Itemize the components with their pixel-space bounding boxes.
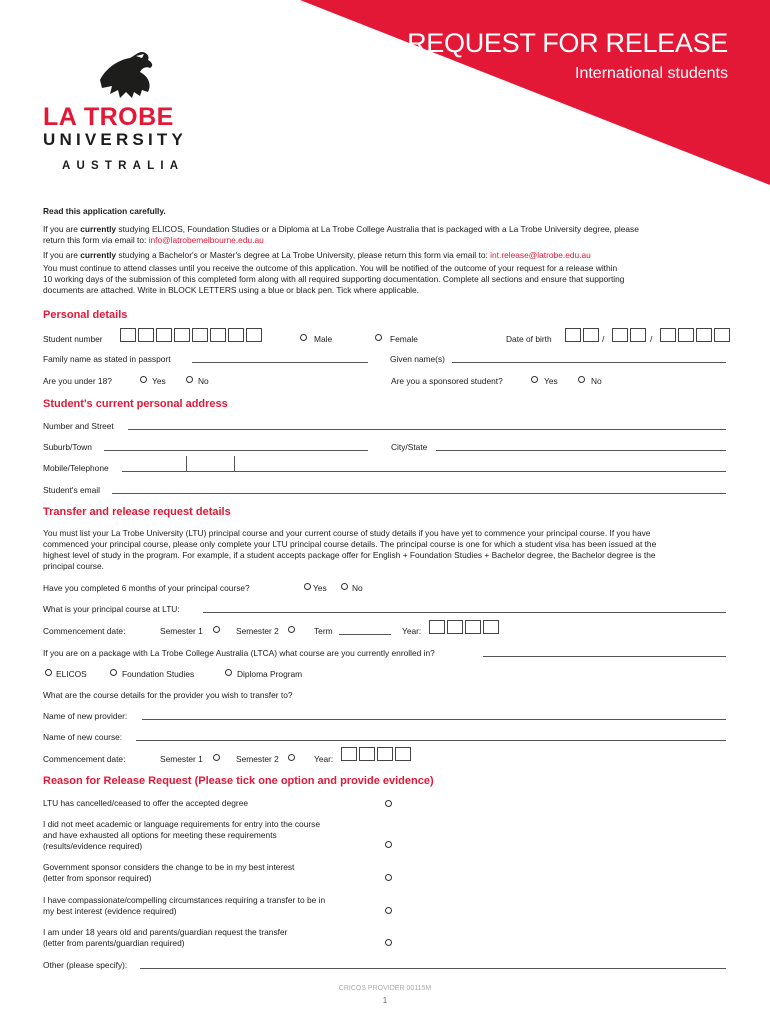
mobile-label: Mobile/Telephone [43, 463, 109, 473]
foundation-radio[interactable] [110, 669, 117, 676]
city-label: City/State [391, 442, 428, 452]
commencement-label-2: Commencement date: [43, 754, 126, 764]
completed6-yes-radio[interactable] [304, 583, 311, 590]
reason-1: LTU has cancelled/ceased to offer the accepted degree [43, 798, 249, 808]
suburb-field[interactable] [104, 450, 368, 451]
sponsored-label: Are you a sponsored student? [391, 376, 503, 386]
street-field[interactable] [128, 429, 726, 430]
diploma-label: Diploma Program [237, 669, 303, 679]
completed6-yes-label: Yes [313, 583, 327, 593]
sem1-radio-1[interactable] [213, 626, 220, 633]
dob-year-boxes[interactable] [660, 328, 732, 342]
page-subtitle: International students [575, 65, 728, 82]
sem2-radio-1[interactable] [288, 626, 295, 633]
student-number-boxes[interactable] [120, 328, 264, 342]
email-field[interactable] [112, 493, 726, 494]
intro-p2: If you are currently studying a Bachelor's or Master's degree at La Trobe University, please return this form via email to: int.release@latrobe.edu.au [43, 250, 591, 260]
new-course-label: Name of new course: [43, 732, 123, 742]
reason-4-radio[interactable] [385, 907, 392, 914]
sponsored-yes-label: Yes [544, 376, 558, 386]
reason-2-l2: and have exhausted all options for meeting these requirements [43, 830, 277, 840]
reason-2-radio[interactable] [385, 841, 392, 848]
reason-5-radio[interactable] [385, 939, 392, 946]
term-label: Term [314, 626, 333, 636]
family-name-label: Family name as stated in passport [43, 354, 171, 364]
dob-month-boxes[interactable] [612, 328, 648, 342]
reason-3-radio[interactable] [385, 874, 392, 881]
dob-label: Date of birth [506, 334, 552, 344]
sem2-radio-2[interactable] [288, 754, 295, 761]
principal-ltu-label: What is your principal course at LTU: [43, 604, 180, 614]
reason-2-l3: (results/evidence required) [43, 841, 143, 851]
principal-ltu-field[interactable] [203, 612, 726, 613]
reason-5-l1: I am under 18 years old and parents/guardian request the transfer [43, 927, 288, 937]
foundation-label: Foundation Studies [122, 669, 195, 679]
male-radio[interactable] [300, 334, 307, 341]
latrobe-college-email-link[interactable]: info@latrobemelbourne.edu.au [148, 235, 264, 245]
suburb-label: Suburb/Town [43, 442, 92, 452]
sem1-label-2: Semester 1 [160, 754, 203, 764]
completed6-label: Have you completed 6 months of your principal course? [43, 583, 250, 593]
sem1-label-1: Semester 1 [160, 626, 203, 636]
reason-3-l2: (letter from sponsor required) [43, 873, 152, 883]
intro-p1-line2: return this form via email to: info@latrobemelbourne.edu.au [43, 235, 264, 245]
under18-label: Are you under 18? [43, 376, 112, 386]
other-field[interactable] [140, 968, 726, 969]
intro-heading: Read this application carefully. [43, 206, 166, 216]
given-names-field[interactable] [452, 362, 726, 363]
transfer-p-l3: highest level of study in the program. For example, if a student accepts package offer for English + Foundation Studies + Bachelor degree, the Bachelor degree is the [43, 550, 656, 560]
family-name-field[interactable] [192, 362, 368, 363]
mobile-divider-2 [234, 456, 235, 471]
intro-p1: If you are currently studying ELICOS, Foundation Studies or a Diploma at La Trobe College Australia that is packaged with a La Trobe University degree, please [43, 224, 639, 234]
transfer-p-l1: You must list your La Trobe University (LTU) principal course and your current course of study details if you have yet to commence your principal course. If you have [43, 528, 651, 538]
city-field[interactable] [436, 450, 726, 451]
reason-2-l1: I did not meet academic or language requirements for entry into the course [43, 819, 320, 829]
sponsored-no-label: No [591, 376, 602, 386]
dob-slash-2: / [650, 334, 653, 344]
reason-3-l1: Government sponsor considers the change to be in my best interest [43, 862, 295, 872]
elicos-label: ELICOS [56, 669, 87, 679]
commencement-label-1: Commencement date: [43, 626, 126, 636]
page-number: 1 [382, 996, 388, 1005]
package-field[interactable] [483, 656, 726, 657]
diploma-radio[interactable] [225, 669, 232, 676]
reason-1-radio[interactable] [385, 800, 392, 807]
page-title: REQUEST FOR RELEASE [407, 28, 728, 58]
reason-5-l2: (letter from parents/guardian required) [43, 938, 185, 948]
intro-p3-l3: documents are attached. Write in BLOCK LETTERS using a blue or black pen. Tick where applicable. [43, 285, 419, 295]
mobile-field[interactable] [122, 471, 726, 472]
new-provider-label: Name of new provider: [43, 711, 128, 721]
brand-university: UNIVERSITY [43, 130, 188, 149]
new-provider-field[interactable] [142, 719, 726, 720]
student-number-label: Student number [43, 334, 103, 344]
reason-4-l1: I have compassionate/compelling circumstances requiring a transfer to be in [43, 895, 326, 905]
male-label: Male [314, 334, 333, 344]
intro-p3-l2: 10 working days of the submission of this completed form along with all required supporting documentation. Complete all sections and ensure that supporting [43, 274, 625, 284]
year-boxes-1[interactable] [429, 620, 501, 634]
reason-heading: Reason for Release Request (Please tick one option and provide evidence) [43, 775, 434, 787]
sem1-radio-2[interactable] [213, 754, 220, 761]
brand-australia: AUSTRALIA [62, 160, 185, 172]
street-label: Number and Street [43, 421, 114, 431]
email-label: Student's email [43, 485, 100, 495]
year-boxes-2[interactable] [341, 747, 413, 761]
package-question: If you are on a package with La Trobe College Australia (LTCA) what course are you currently enrolled in? [43, 648, 435, 658]
transfer-p-l2: commenced your principal course, please only complete your LTU principal course details. The principal course is one for which a student visa has been issued at the [43, 539, 657, 549]
personal-details-heading: Personal details [43, 309, 128, 321]
term-field[interactable] [339, 634, 391, 635]
sem2-label-2: Semester 2 [236, 754, 279, 764]
eagle-logo-icon [92, 50, 162, 102]
mobile-divider-1 [186, 456, 187, 471]
under18-yes-radio[interactable] [140, 376, 147, 383]
reason-4-l2: my best interest (evidence required) [43, 906, 177, 916]
completed6-no-label: No [352, 583, 363, 593]
int-release-email-link[interactable]: int.release@latrobe.edu.au [490, 250, 591, 260]
sponsored-no-radio[interactable] [578, 376, 585, 383]
new-course-field[interactable] [136, 740, 726, 741]
cricos-code: CRICOS PROVIDER 00115M [338, 985, 432, 992]
dob-slash-1: / [602, 334, 605, 344]
dob-day-boxes[interactable] [565, 328, 601, 342]
completed6-no-radio[interactable] [341, 583, 348, 590]
sponsored-yes-radio[interactable] [531, 376, 538, 383]
under18-no-label: No [198, 376, 209, 386]
other-label: Other (please specify): [43, 960, 128, 970]
year-label-2: Year: [314, 754, 334, 764]
sem2-label-1: Semester 2 [236, 626, 279, 636]
given-names-label: Given name(s) [390, 354, 445, 364]
transfer-heading: Transfer and release request details [43, 506, 231, 518]
under18-no-radio[interactable] [186, 376, 193, 383]
elicos-radio[interactable] [45, 669, 52, 676]
transfer-p-l4: principal course. [43, 561, 104, 571]
provider-question: What are the course details for the provider you wish to transfer to? [43, 690, 293, 700]
under18-yes-label: Yes [152, 376, 166, 386]
year-label-1: Year: [402, 626, 422, 636]
female-label: Female [390, 334, 418, 344]
brand-latrobe: LA TROBE [43, 103, 174, 131]
female-radio[interactable] [375, 334, 382, 341]
address-heading: Student's current personal address [43, 398, 228, 410]
intro-p3-l1: You must continue to attend classes until you receive the outcome of this application. You will be notified of the outcome of your request for a release within [43, 263, 618, 273]
